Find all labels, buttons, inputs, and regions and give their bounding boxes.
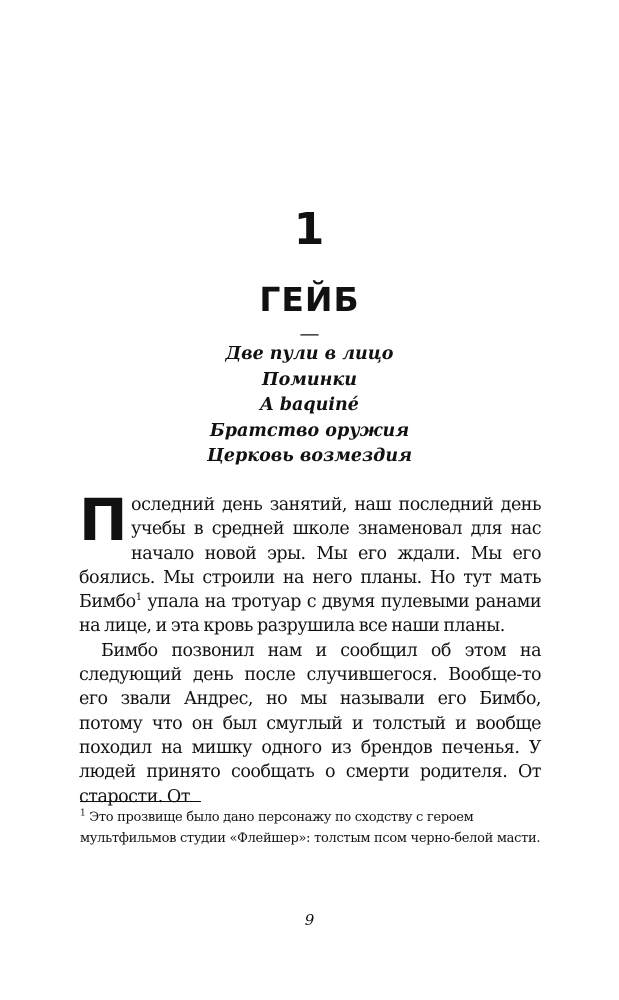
paragraph-text: упала на тротуар с двумя пулевыми ранами на лице, и эта кровь разрушила все наши планы. xyxy=(79,592,541,637)
epigraph-line: Поминки xyxy=(262,369,357,390)
footnote-reference[interactable]: 1 xyxy=(135,592,142,604)
footnote xyxy=(80,807,542,849)
epigraph-line: A baquiné xyxy=(260,395,359,415)
epigraph-line: Церковь возмездия xyxy=(206,446,413,466)
title-dash: — xyxy=(299,321,320,345)
page-number: 9 xyxy=(304,911,315,929)
drop-cap: П xyxy=(79,486,128,554)
paragraph xyxy=(79,486,541,639)
footnote-marker: 1 xyxy=(80,808,86,819)
footnote-text: Это прозвище было дано персонажу по сходству с героем мультфильмов студии «Флейшер»: толстым псом черно-белой масти. xyxy=(80,810,541,846)
footnote-divider xyxy=(80,801,201,802)
body-text xyxy=(79,486,541,809)
paragraph-text: оследний день занятий, наш последний день учебы в средней школе знаменовал для нас начало новой эры. Мы его ждали. Мы его боялись. Мы строили на него планы. Но тут мать Бимбо xyxy=(79,495,541,613)
paragraph: Бимбо позвонил нам и сообщил об этом на следующий день после случившегося. Вообще-то его звали Андрес, но мы называли его Бимбо, потому что он был смуглый и толстый и вообще походил на мишку одного из брендов печенья. У людей принято сообщать о смерти родителя. От старости. От xyxy=(79,640,541,807)
epigraph-line: Две пули в лицо xyxy=(225,344,394,364)
chapter-number: 1 xyxy=(293,204,326,255)
chapter-title: ГЕЙБ xyxy=(259,280,360,319)
chapter-epigraph xyxy=(0,342,619,470)
epigraph-line: Братство оружия xyxy=(209,420,410,441)
